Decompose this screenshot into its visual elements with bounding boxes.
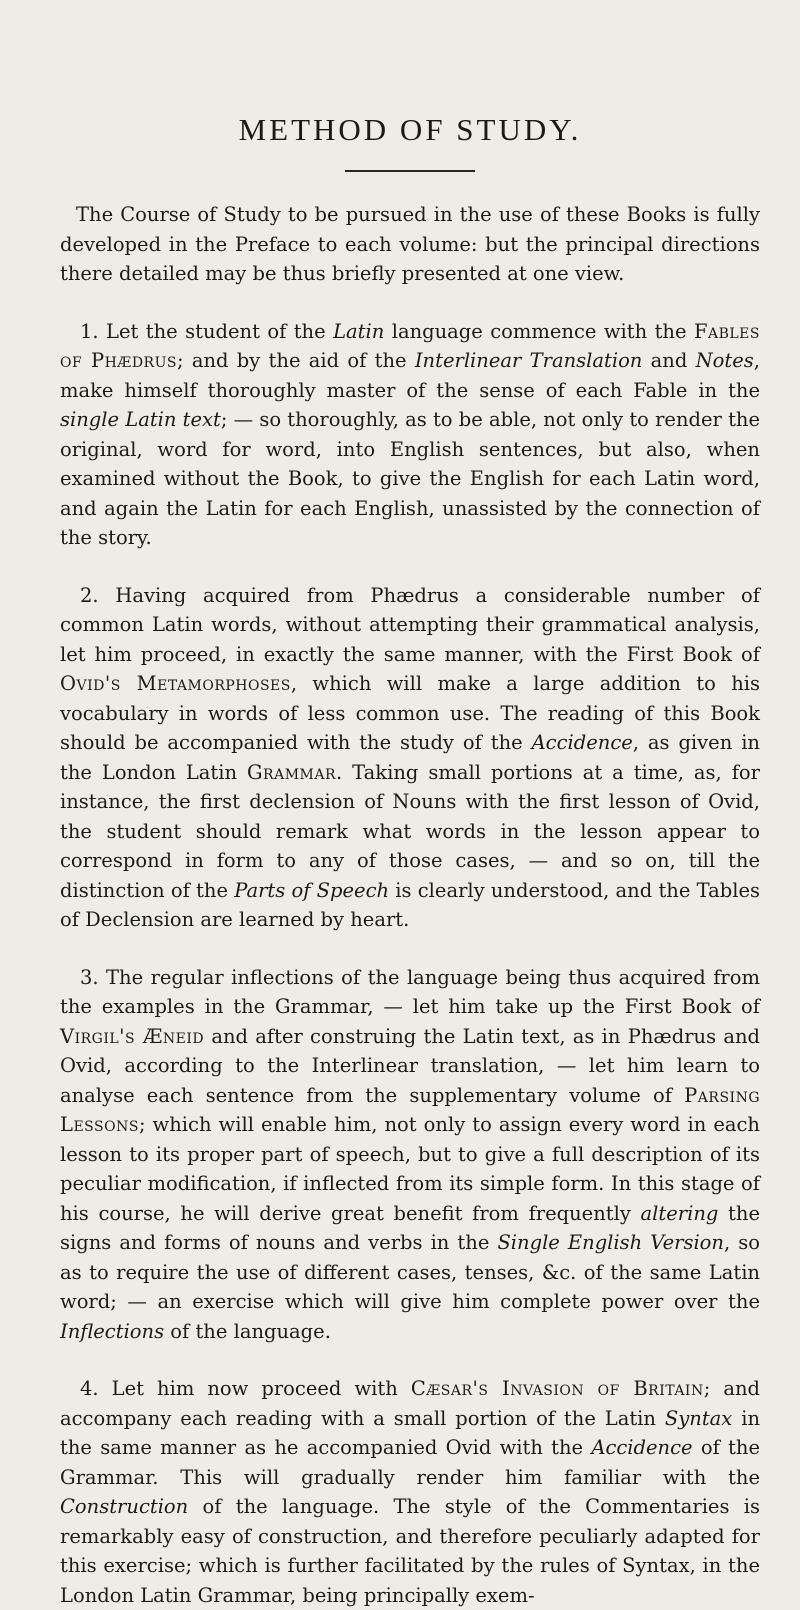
small-caps-title: Ovid's Metamorphoses <box>60 672 291 695</box>
text-run: 1. Let the student of the <box>80 320 333 343</box>
small-caps-title: Cæsar's Invasion of Britain <box>411 1377 704 1400</box>
italic-term: single Latin text <box>60 408 221 431</box>
small-caps-title: Fables of Phædrus <box>60 320 760 373</box>
paragraph-p3 <box>60 963 760 1347</box>
paragraph-p4 <box>60 1374 760 1610</box>
italic-term: Single English Version <box>497 1231 724 1254</box>
text-run: ; and by the aid of the <box>177 349 415 372</box>
text-run: in the same manner as he accompanied Ovid with the <box>60 1407 760 1460</box>
small-caps-title: Parsing Lessons <box>60 1084 760 1137</box>
italic-term: Inflections <box>60 1320 164 1343</box>
text-run: 4. Let him now proceed with <box>80 1377 411 1400</box>
text-run: and <box>642 349 695 372</box>
text-run: , which will make a large addition to his vocabulary in words of less common use. The reading of this Book should be accompanied with the study of the <box>60 672 760 754</box>
numbered-paragraphs <box>60 317 760 1610</box>
text-run: the signs and forms of nouns and verbs in the <box>60 1202 760 1255</box>
italic-term: Latin <box>333 320 384 343</box>
text-run: is clearly understood, and the Tables of Declension are learned by heart. <box>60 879 760 932</box>
small-caps-title: Virgil's Æneid <box>60 1025 204 1048</box>
text-run: ; — so thoroughly, as to be able, not only to render the original, word for word, into English sentences, but also, when examined without the Book, to give the English for each Latin word, and again the Latin for each English, unassisted by the connection of the story. <box>60 408 760 549</box>
text-run: of the language. The style of the Commentaries is remarkably easy of construction, and therefore peculiarly adapted for this exercise; which is further facilitated by the rules of Syntax, in the London Latin Grammar, being principally exem- <box>60 1495 760 1607</box>
italic-term: altering <box>641 1202 719 1225</box>
italic-term: Accidence <box>591 1436 692 1459</box>
text-run: 3. The regular inflections of the language being thus acquired from the examples in the Grammar, — let him take up the First Book of <box>60 966 760 1019</box>
text-run: ; which will enable him, not only to assign every word in each lesson to its proper part of speech, but to give a full description of its peculiar modification, if inflected from its simple form. In this stage of his course, he will derive great benefit from frequently <box>60 1113 760 1225</box>
italic-term: Construction <box>60 1495 188 1518</box>
italic-term: Syntax <box>665 1407 732 1430</box>
title-rule <box>345 170 475 172</box>
text-run: language commence with the <box>384 320 694 343</box>
text-run: ; and accompany each reading with a small portion of the Latin <box>60 1377 760 1430</box>
text-run: of the Grammar. This will gradually render him familiar with the <box>60 1436 760 1489</box>
paragraph-p2 <box>60 581 760 935</box>
paragraph-p1 <box>60 317 760 553</box>
text-run: 2. Having acquired from Phædrus a considerable number of common Latin words, without attempting their grammatical analysis, let him proceed, in exactly the same manner, with the First Book of <box>60 584 760 666</box>
italic-term: Accidence <box>532 731 633 754</box>
italic-term: Interlinear Translation <box>415 349 643 372</box>
text-run: . Taking small portions at a time, as, for instance, the first declension of Nouns with the first lesson of Ovid, the student should remark what words in the lesson appear to correspond in form to any of those cases, — and so on, till the distinction of the <box>60 761 760 902</box>
italic-term: Notes <box>696 349 754 372</box>
text-run: of the language. <box>164 1320 331 1343</box>
intro-paragraph: The Course of Study to be pursued in the use of these Books is fully developed in the Preface to each volume: but the principal directions there detailed may be thus briefly presented at one view. <box>60 200 760 289</box>
text-run: , so as to require the use of different cases, tenses, &c. of the same Latin word; — an exercise which will give him complete power over the <box>60 1231 760 1313</box>
italic-term: Parts of Speech <box>234 879 389 902</box>
text-run: , as given in the London Latin <box>60 731 760 784</box>
text-run: , make himself thoroughly master of the sense of each Fable in the <box>60 349 760 402</box>
small-caps-title: Grammar <box>247 761 336 784</box>
text-run: and after construing the Latin text, as in Phædrus and Ovid, according to the Interlinear translation, — let him learn to analyse each sentence from the supplementary volume of <box>60 1025 760 1107</box>
page-title: METHOD OF STUDY. <box>60 112 760 148</box>
